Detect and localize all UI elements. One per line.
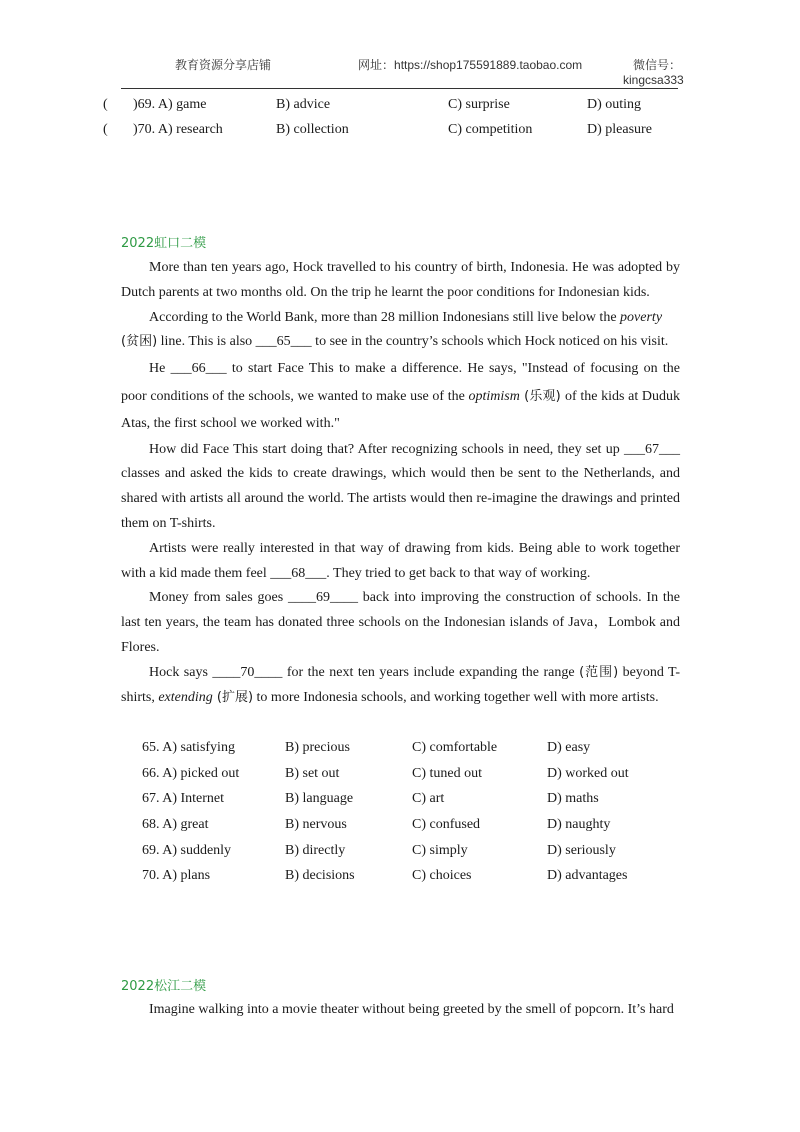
option-b: B) advice	[276, 97, 331, 112]
option-a: )70. A) research	[133, 122, 223, 137]
wechat-id: kingcsa333	[623, 73, 684, 87]
question-row	[0, 843, 800, 863]
text-run: beyond T-shirts,	[121, 664, 680, 705]
option-c: C) confused	[412, 817, 481, 832]
option-d: D) advantages	[547, 868, 628, 883]
option-b: B) nervous	[285, 817, 347, 832]
site-label: 网址：	[358, 58, 395, 72]
prev-option-row	[0, 122, 800, 142]
option-c: C) simply	[412, 843, 468, 858]
paragraph: Imagine walking into a movie theater without being greeted by the smell of popcorn. It’s hard	[149, 1002, 674, 1017]
option-c: C) art	[412, 791, 445, 806]
option-a: 65. A) satisfying	[142, 740, 235, 755]
option-b: B) decisions	[285, 868, 355, 883]
chinese-gloss: (范围)	[579, 664, 619, 680]
italic-word: extending	[158, 689, 213, 705]
text-run: line. This is also ___65___ to see in the country’s schools which Hock noticed on his visit.	[157, 334, 669, 350]
option-c: C) tuned out	[412, 766, 482, 781]
passage	[121, 998, 680, 1023]
page-header	[0, 0, 800, 92]
option-d: D) easy	[547, 740, 591, 755]
option-c: C) choices	[412, 868, 472, 883]
chinese-gloss: (乐观)	[519, 388, 566, 404]
wechat-label: 微信号：	[633, 58, 682, 72]
passage	[121, 256, 680, 710]
text-run: He ___66___ to start Face This to make a difference. He says, "Instead of focusing on the poor conditions of the schools, we wanted to make use of the	[121, 361, 680, 404]
paragraph	[121, 306, 680, 356]
section-title: 2022虹口二模	[121, 236, 207, 251]
option-a: )69. A) game	[133, 97, 207, 112]
header-divider	[121, 88, 678, 89]
option-b: B) set out	[285, 766, 340, 781]
option-d: D) pleasure	[587, 122, 652, 137]
answer-paren: (	[103, 122, 108, 137]
paragraph	[121, 661, 680, 711]
option-c: C) competition	[448, 122, 533, 137]
chinese-gloss: (贫困)	[121, 334, 158, 350]
option-b: B) precious	[285, 740, 350, 755]
option-b: B) language	[285, 791, 354, 806]
option-c: C) comfortable	[412, 740, 498, 755]
question-row	[0, 868, 800, 888]
italic-word: optimism	[468, 388, 520, 404]
paragraph: More than ten years ago, Hock travelled to his country of birth, Indonesia. He was adopted by Dutch parents at two months old. On the trip he learnt the poor conditions for Indonesian kids.	[121, 260, 680, 300]
question-row	[0, 791, 800, 811]
option-b: B) directly	[285, 843, 346, 858]
question-row	[0, 740, 800, 760]
option-d: D) seriously	[547, 843, 616, 858]
text-run: Hock says ____70____ for the next ten years include expanding the range	[149, 664, 580, 680]
paragraph: How did Face This start doing that? After recognizing schools in need, they set up ___67___ classes and asked the kids to create drawings, which would then be sent to the Netherlands, and shared with artists all around the world. The artists would then re-imagine the drawings and printed them on T-shirts.	[121, 441, 680, 532]
question-row	[0, 766, 800, 786]
italic-word: poverty	[620, 309, 663, 325]
option-a: 68. A) great	[142, 817, 209, 832]
text-run: According to the World Bank, more than 28 million Indonesians still live below the	[149, 309, 621, 325]
chinese-gloss: (扩展)	[212, 689, 254, 705]
option-c: C) surprise	[448, 97, 510, 112]
section-title: 2022松江二模	[121, 979, 207, 994]
answer-paren: (	[103, 97, 108, 112]
text-run: to more Indonesia schools, and working together well with more artists.	[253, 689, 659, 705]
option-d: D) naughty	[547, 817, 611, 832]
option-a: 66. A) picked out	[142, 766, 240, 781]
shop-name: 教育资源分享店铺	[175, 58, 272, 72]
option-d: D) maths	[547, 791, 599, 806]
text-run: of the kids at Duduk Atas, the first school we worked with."	[121, 388, 680, 432]
option-a: 67. A) Internet	[142, 791, 225, 806]
option-b: B) collection	[276, 122, 349, 137]
paragraph: Money from sales goes ____69____ back into improving the construction of schools. In the last ten years, the team has donated three schools on the Indonesian islands of Java，Lombok and Flores.	[121, 590, 680, 656]
question-row	[0, 817, 800, 837]
paragraph	[121, 355, 680, 438]
prev-option-row	[0, 97, 800, 117]
site-info	[358, 56, 582, 73]
site-url[interactable]: https://shop175591889.taobao.com	[394, 58, 583, 72]
paragraph: Artists were really interested in that way of drawing from kids. Being able to work together with a kid made them feel ___68___. They tried to get back to that way of working.	[121, 540, 680, 581]
option-d: D) outing	[587, 97, 642, 112]
option-d: D) worked out	[547, 766, 629, 781]
option-a: 70. A) plans	[142, 868, 211, 883]
option-a: 69. A) suddenly	[142, 843, 232, 858]
